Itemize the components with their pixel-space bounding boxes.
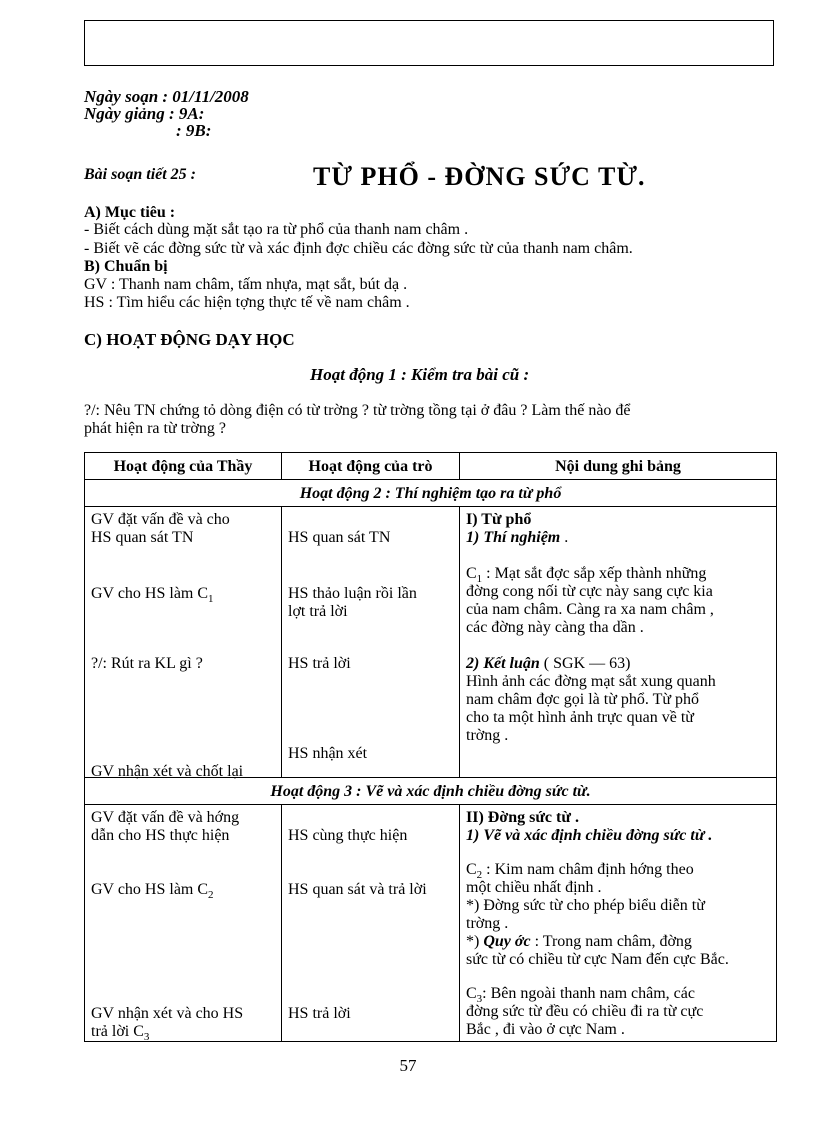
chuan-bi-gv: GV : Thanh nam châm, tấm nhựa, mạt sắt, bút dạ . [84, 276, 408, 293]
hoat-dong-heading: C) HOẠT ĐỘNG DẠY HỌC [84, 330, 295, 349]
page-number: 57 [399, 1056, 417, 1075]
chuan-bi-heading: B) Chuẩn bị [84, 258, 168, 275]
lop-9b: : 9B: [176, 121, 212, 140]
hd3-tro-cell: HS cùng thực hiện HS quan sát và trả lời HS trả lời [282, 805, 460, 1042]
hd3-noidung-cell: II) Đờng sức từ . 1) Vẽ và xác định chiều đờng sức từ . $C_2$ : Kim nam châm định hớng theo một chiều nhất định . *) Đờng sức từ cho phép biểu diễn từ trờng . *) Quy ớc : Trong nam châm, đờng sức từ có chiều từ cực Nam đến cực Bắc. $C_3$: Bên ngoài thanh nam châm, các đờng sức từ đều có chiều đi ra từ cực Bắc , đi vào ở cực Nam . [460, 805, 777, 1042]
page-title: TỪ PHỔ - ĐỜNG SỨC TỪ. [313, 162, 646, 191]
col-header-noidung: Nội dung ghi bảng [460, 453, 777, 480]
hd2-title: Hoạt động 2 : Thí nghiệm tạo ra từ phổ [85, 480, 777, 507]
muc-tieu-item: - Biết vẽ các đờng sức từ và xác định đợc chiều các đờng sức từ của thanh nam châm. [84, 240, 633, 257]
ngay-giang: Ngày giảng : 9A: [84, 104, 205, 123]
muc-tieu-item: - Biết cách dùng mặt sắt tạo ra từ phổ của thanh nam châm . [84, 221, 469, 238]
col-header-thay: Hoạt động của Thầy [85, 453, 282, 480]
hd2-thay-cell: GV đặt vấn đề và cho HS quan sát TN GV cho HS làm $C_1$ ?/: Rút ra KL gì ? GV nhận xét và chốt lại [85, 507, 282, 778]
hd1-question: phát hiện ra từ trờng ? [84, 420, 226, 437]
hd2-noidung-cell: I) Từ phổ 1) Thí nghiệm . $C_1$ : Mạt sắt đợc sắp xếp thành những đờng cong nối từ cực này sang cực kia của nam châm. Càng ra xa nam châm , các đờng này càng tha dần . 2) Kết luận ( SGK — 63) Hình ảnh các đờng mạt sắt xung quanh nam châm đợc gọi là từ phổ. Từ phổ cho ta một hình ảnh trực quan về từ trờng . [460, 507, 777, 778]
col-header-tro: Hoạt động của trò [282, 453, 460, 480]
chuan-bi-hs: HS : Tìm hiểu các hiện tợng thực tế về nam châm . [84, 294, 410, 311]
header-box [84, 20, 774, 66]
hd1-title: Hoạt động 1 : Kiểm tra bài cũ : [310, 365, 530, 384]
lesson-table [84, 452, 777, 1042]
hd3-thay-cell: GV đặt vấn đề và hớng dẫn cho HS thực hiện GV cho HS làm $C_2$ GV nhận xét và cho HS trả lời $C_3$ [85, 805, 282, 1042]
bai-soan: Bài soạn tiết 25 : [84, 166, 197, 183]
hd1-question: ?/: Nêu TN chứng tỏ dòng điện có từ trờng ? từ trờng tồng tại ở đâu ? Làm thế nào để [84, 402, 631, 419]
ngay-soan: Ngày soạn : 01/11/2008 [84, 87, 249, 106]
hd2-tro-cell: HS quan sát TN HS thảo luận rồi lần lợt trả lời HS trả lời HS nhận xét [282, 507, 460, 778]
muc-tieu-heading: A) Mục tiêu : [84, 204, 176, 221]
hd3-title: Hoạt động 3 : Vẽ và xác định chiều đờng sức từ. [85, 778, 777, 805]
